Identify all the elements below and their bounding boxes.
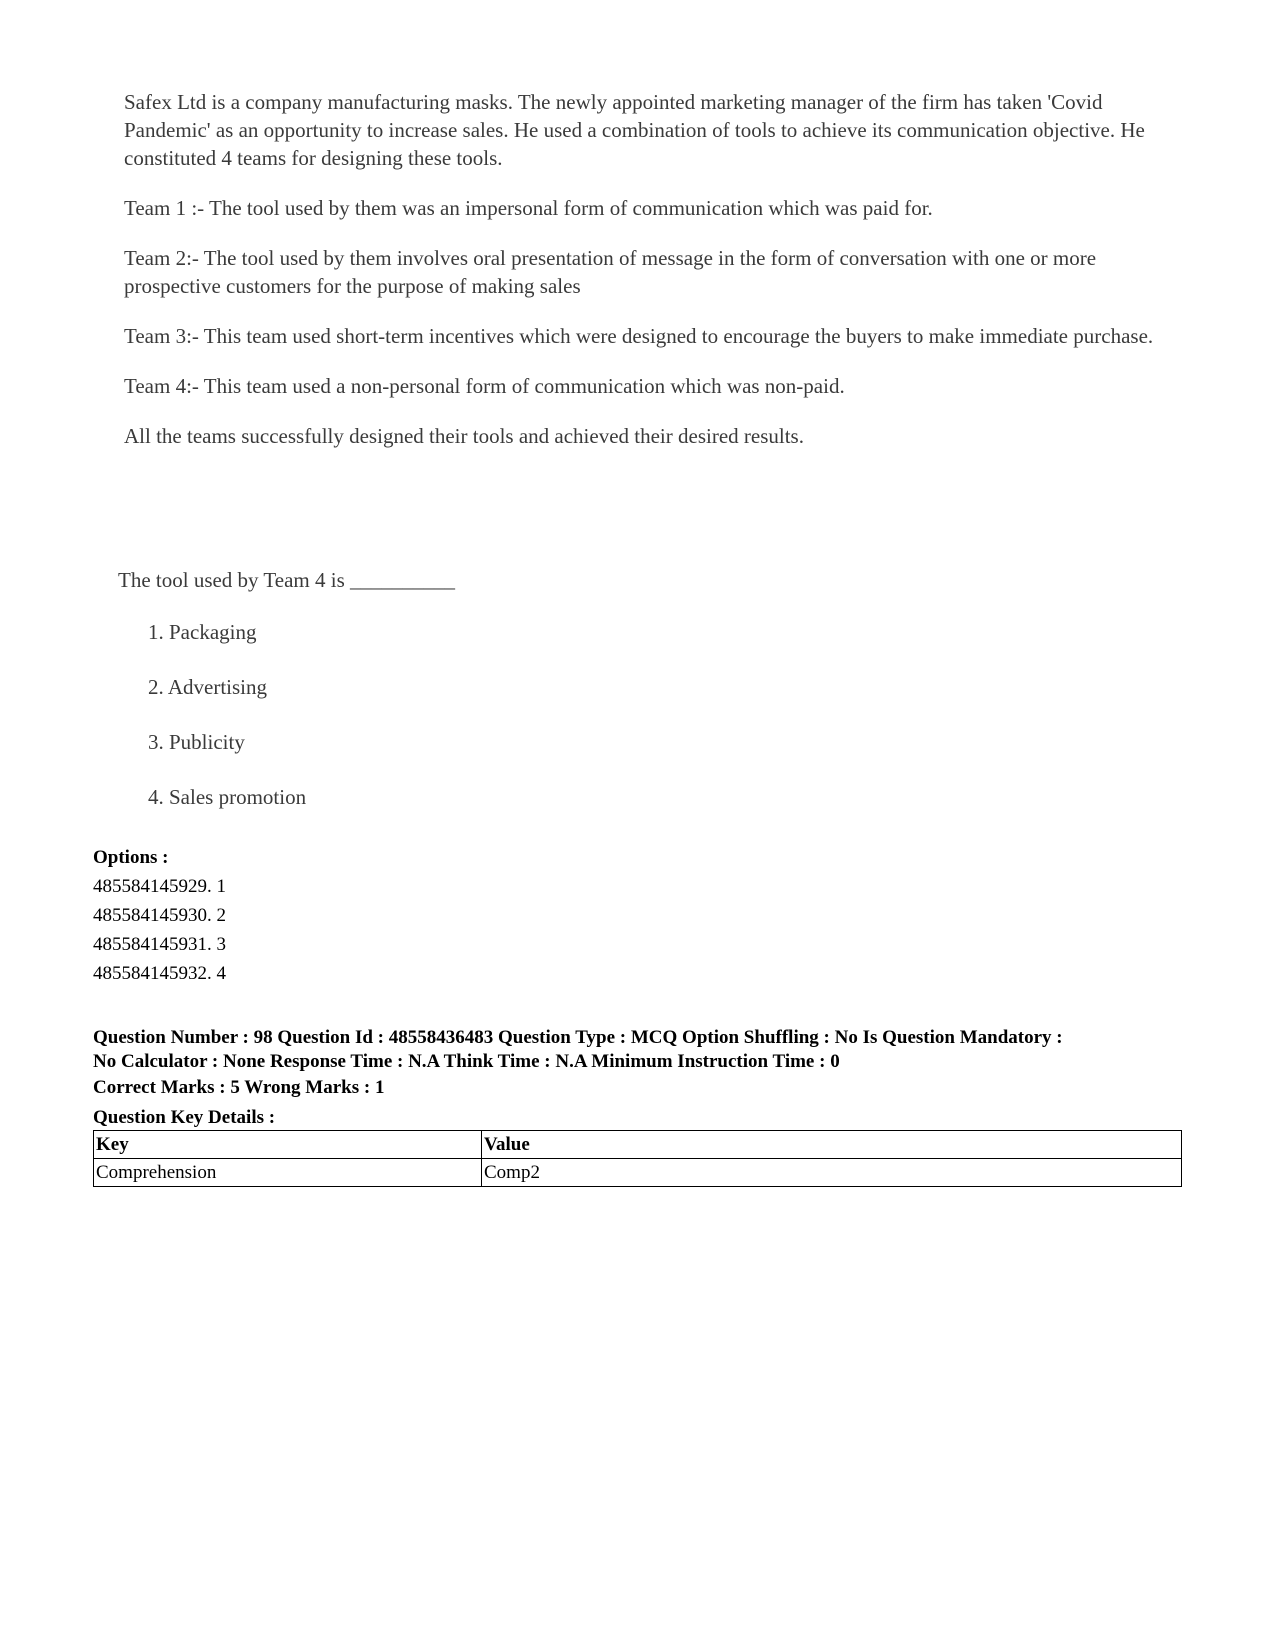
option-item: 485584145932. 4 [93,963,226,984]
choice-item: 1. Packaging [148,620,257,644]
marks-line: Correct Marks : 5 Wrong Marks : 1 [93,1077,385,1098]
key-details-title: Question Key Details : [93,1107,276,1128]
table-header-cell: Value [482,1131,1182,1159]
table-header-cell: Key [94,1131,482,1159]
question-image [118,566,918,838]
passage-paragraph: Team 3:- This team used short-term incentives which were designed to encourage the buyers to make immediate purchase. [124,324,1154,348]
question-meta-line: Question Number : 98 Question Id : 48558436483 Question Type : MCQ Option Shuffling : No Is Question Mandatory : [93,1027,1063,1048]
passage-paragraph: All the teams successfully designed their tools and achieved their desired results. [124,424,804,448]
option-item: 485584145931. 3 [93,934,226,955]
choice-item: 3. Publicity [148,730,245,754]
table-cell: Comprehension [94,1159,482,1187]
options-block [93,843,226,988]
table-cell: Comp2 [482,1159,1182,1187]
question-meta-line: No Calculator : None Response Time : N.A Think Time : N.A Minimum Instruction Time : 0 [93,1051,840,1072]
passage-paragraph: Team 1 :- The tool used by them was an impersonal form of communication which was paid for. [124,196,933,220]
option-item: 485584145929. 1 [93,876,226,897]
table-row [94,1159,1182,1187]
option-item: 485584145930. 2 [93,905,226,926]
passage-image [124,88,1194,472]
passage-paragraph: Safex Ltd is a company manufacturing masks. The newly appointed marketing manager of the firm has taken 'Covid Pandemic' as an opportunity to increase sales. He used a combination of tools to achieve its communication objective. He constituted 4 teams for designing these tools. [124,90,1145,170]
options-title: Options : [93,847,169,868]
question-stem: The tool used by Team 4 is __________ [118,568,456,592]
passage-paragraph: Team 4:- This team used a non-personal form of communication which was non-paid. [124,374,845,398]
key-details-table [93,1130,1182,1187]
table-header-row [94,1131,1182,1159]
question-meta [93,1026,1203,1074]
passage-paragraph: Team 2:- The tool used by them involves oral presentation of message in the form of conversation with one or more prospective customers for the purpose of making sales [124,246,1097,298]
choice-list [148,618,918,838]
choice-item: 2. Advertising [148,675,267,699]
choice-item: 4. Sales promotion [148,785,307,809]
